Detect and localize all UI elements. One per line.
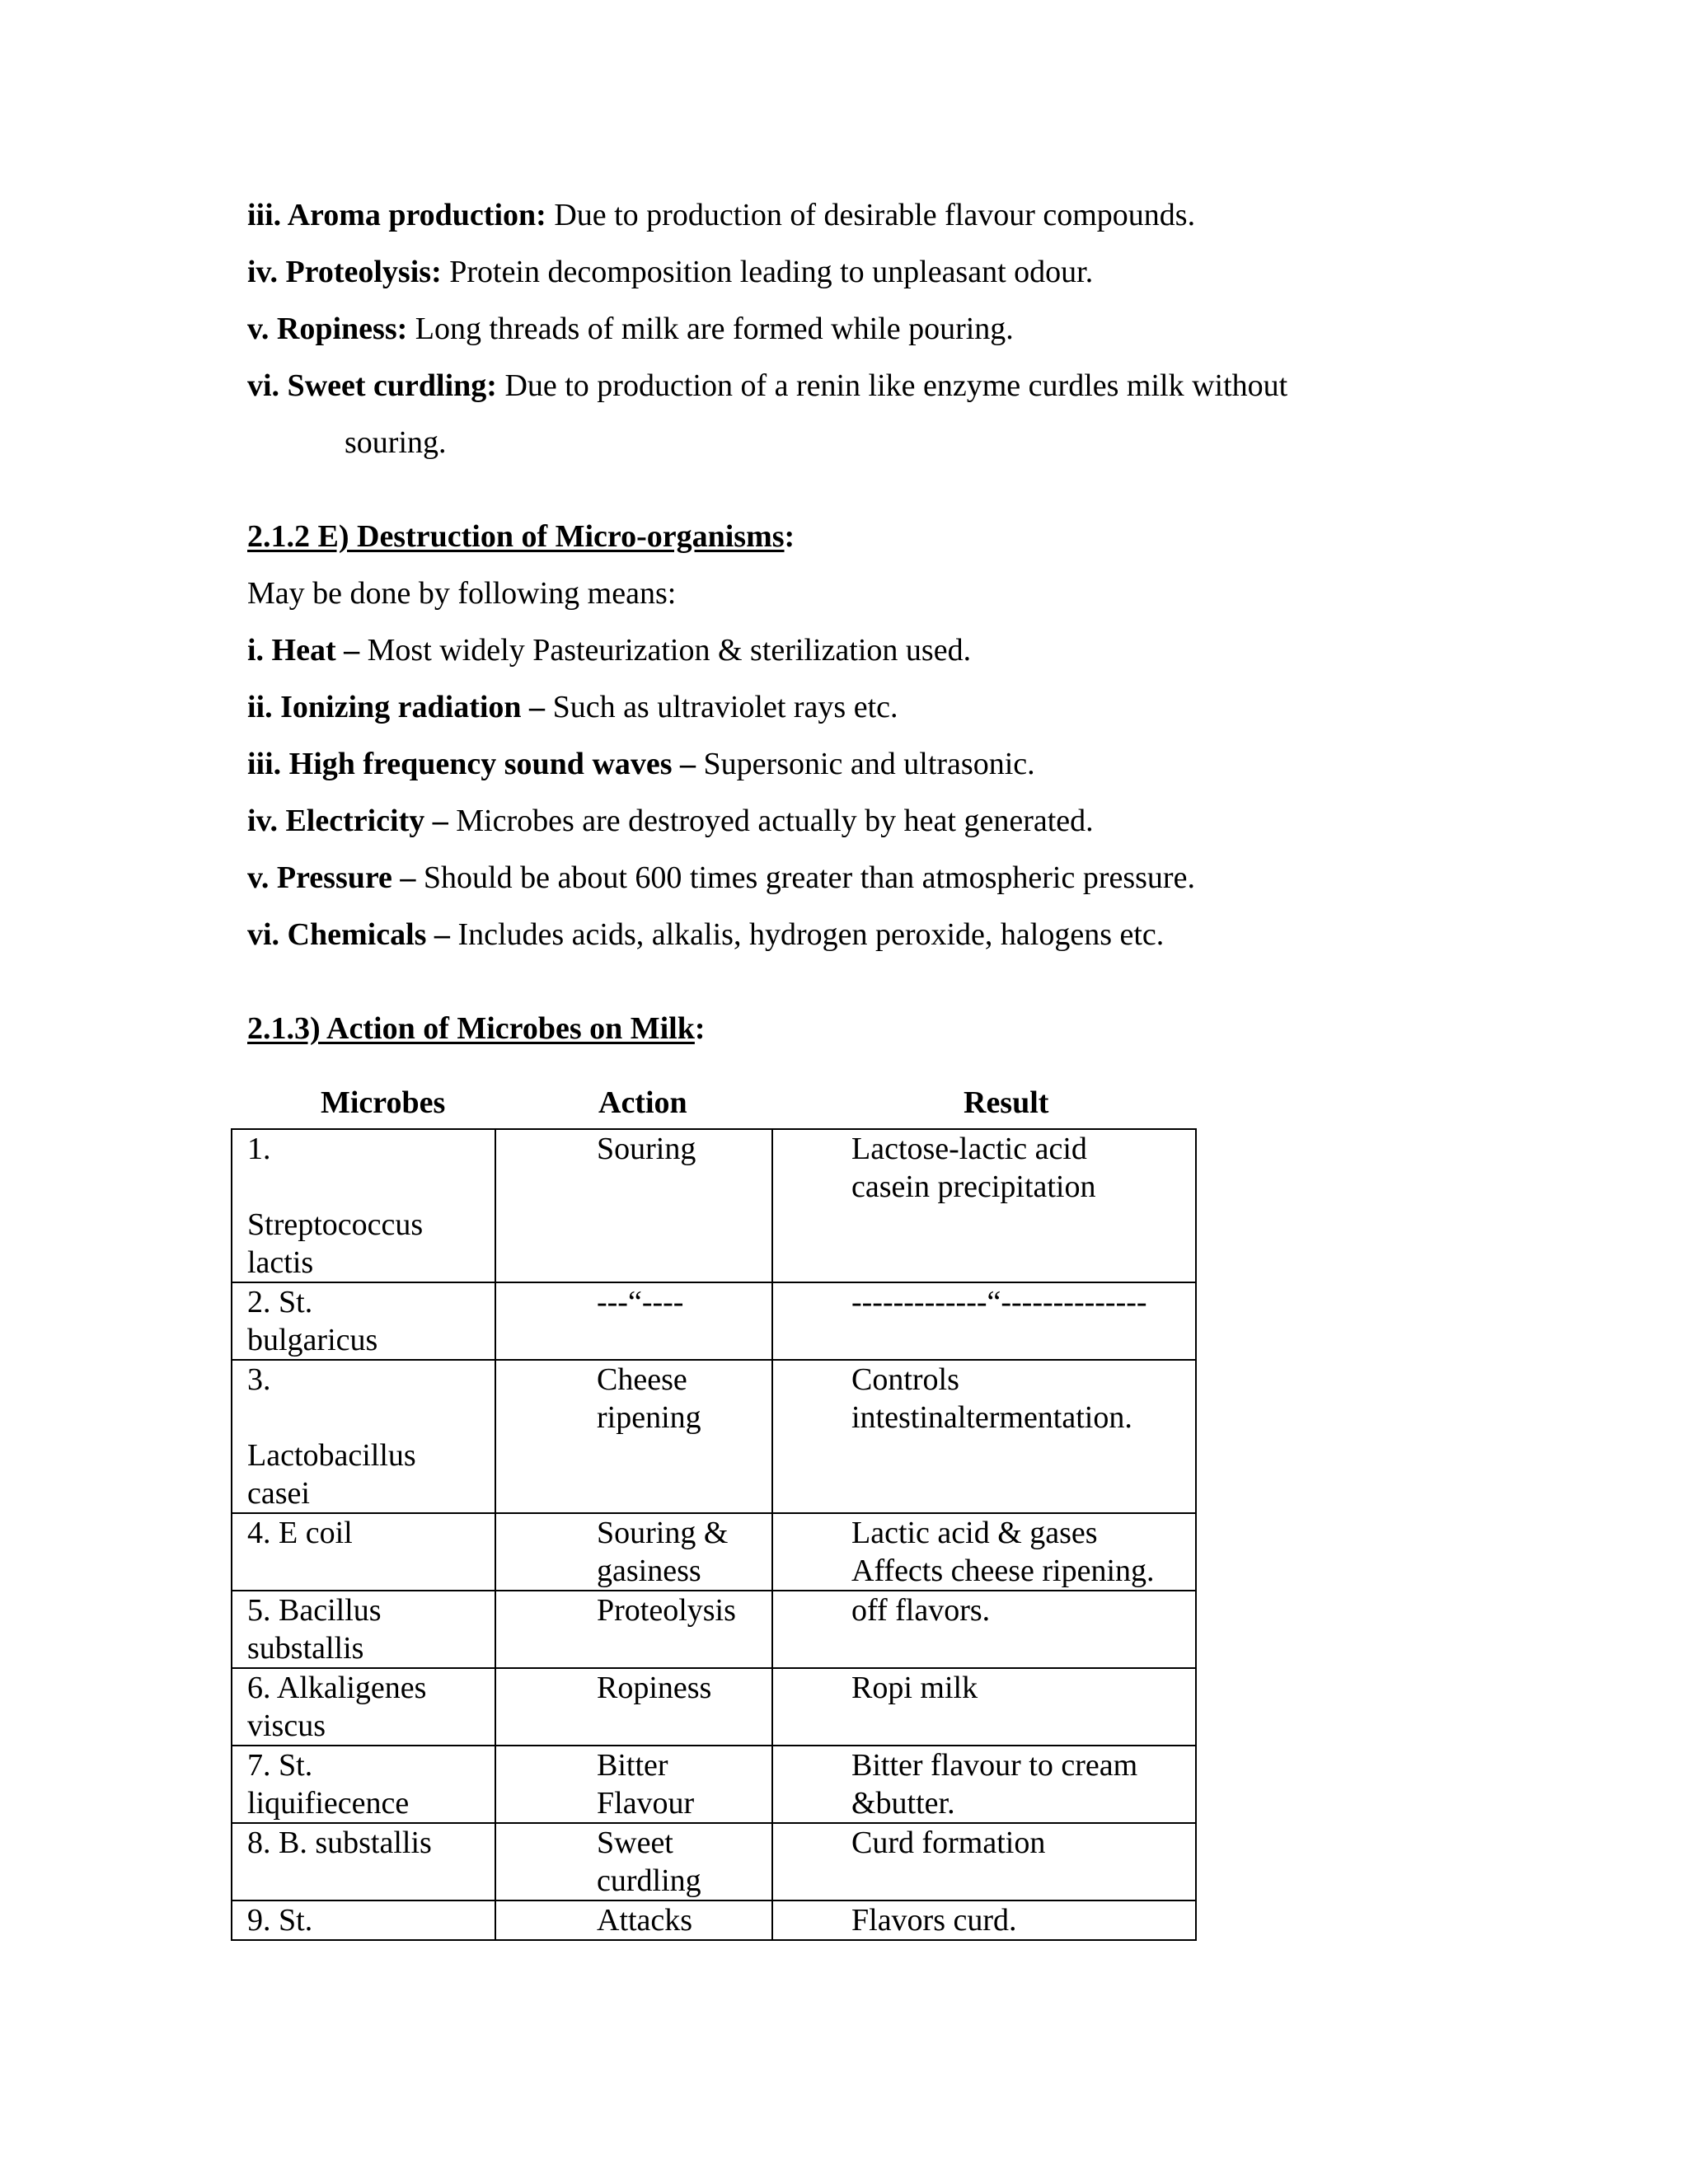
microbe-cell xyxy=(232,1746,495,1823)
cell-line xyxy=(247,1168,495,1206)
action-cell xyxy=(495,1129,772,1282)
cell-line: viscus xyxy=(247,1708,326,1743)
cell-line: 9. St. xyxy=(247,1903,313,1938)
cell-line: 2. St. xyxy=(247,1285,313,1319)
cell-line: Bitter flavour to cream xyxy=(851,1748,1138,1783)
list-item-label: v. Ropiness: xyxy=(247,312,408,346)
cell-line: Lactic acid & gases xyxy=(851,1516,1098,1550)
list-item-label: ii. Ionizing radiation – xyxy=(247,690,546,724)
table-row xyxy=(232,1129,1196,1282)
cell-line: Flavors curd. xyxy=(851,1903,1017,1938)
result-cell xyxy=(772,1591,1196,1668)
list-item-chemicals xyxy=(247,916,1164,954)
table-row xyxy=(232,1746,1196,1823)
list-item-label: v. Pressure – xyxy=(247,860,416,895)
cell-line: Attacks xyxy=(597,1903,693,1938)
table-row xyxy=(232,1513,1196,1591)
section-heading-text: 2.1.2 E) Destruction of Micro-organisms xyxy=(247,519,785,554)
list-item-label: vi. Sweet curdling: xyxy=(247,368,497,403)
list-item-label: iv. Electricity – xyxy=(247,804,448,838)
cell-line: 1. xyxy=(247,1132,271,1166)
cell-line: 3. xyxy=(247,1362,271,1397)
list-item-continuation: souring. xyxy=(345,425,447,460)
result-cell xyxy=(772,1360,1196,1513)
table-row xyxy=(232,1900,1196,1940)
cell-line: Souring xyxy=(597,1132,696,1166)
cell-line: -------------“-------------- xyxy=(851,1285,1147,1319)
cell-line: substallis xyxy=(247,1631,364,1666)
cell-line: Lactose-lactic acid xyxy=(851,1132,1087,1166)
list-item-aroma xyxy=(247,196,1195,234)
microbe-cell xyxy=(232,1360,495,1513)
cell-line: 4. E coil xyxy=(247,1516,353,1550)
section-heading-suffix: : xyxy=(784,519,795,554)
table-row xyxy=(232,1591,1196,1668)
microbe-cell xyxy=(232,1282,495,1360)
cell-line: Cheese xyxy=(597,1362,687,1397)
list-item-text: Includes acids, alkalis, hydrogen peroxide, halogens etc. xyxy=(449,917,1165,952)
result-cell xyxy=(772,1900,1196,1940)
list-item-label: iii. High frequency sound waves – xyxy=(247,747,696,781)
cell-line: 6. Alkaligenes xyxy=(247,1671,427,1705)
list-item-sweet-curdling xyxy=(247,367,1287,405)
microbe-cell xyxy=(232,1129,495,1282)
cell-line: Ropiness xyxy=(597,1671,712,1705)
cell-line: Affects cheese ripening. xyxy=(851,1554,1155,1588)
list-item-text: Long threads of milk are formed while pouring. xyxy=(407,312,1014,346)
microbes-table xyxy=(231,1128,1197,1941)
section-intro: May be done by following means: xyxy=(247,576,677,611)
action-cell xyxy=(495,1282,772,1360)
cell-line: Lactobacillus xyxy=(247,1438,416,1473)
cell-line: Ropi milk xyxy=(851,1671,978,1705)
column-header-result: Result xyxy=(964,1085,1049,1120)
list-item-text: Should be about 600 times greater than atmospheric pressure. xyxy=(415,860,1195,895)
result-cell xyxy=(772,1513,1196,1591)
cell-line: ---“---- xyxy=(597,1285,684,1319)
list-item-text: Due to production of desirable flavour compounds. xyxy=(546,198,1196,232)
result-cell xyxy=(772,1823,1196,1900)
action-cell xyxy=(495,1823,772,1900)
list-item-ionizing-radiation xyxy=(247,688,898,726)
section-heading-action xyxy=(247,1010,706,1047)
section-heading-destruction xyxy=(247,518,795,555)
list-item-proteolysis xyxy=(247,253,1093,291)
cell-line: 8. B. substallis xyxy=(247,1825,432,1860)
cell-line: Flavour xyxy=(597,1786,695,1821)
cell-line: intestinaltermentation. xyxy=(851,1400,1132,1435)
action-cell xyxy=(495,1668,772,1746)
list-item-electricity xyxy=(247,802,1094,840)
cell-line xyxy=(247,1399,495,1436)
action-cell xyxy=(495,1591,772,1668)
action-cell xyxy=(495,1513,772,1591)
cell-line: off flavors. xyxy=(851,1593,991,1628)
microbe-cell xyxy=(232,1668,495,1746)
microbe-cell xyxy=(232,1823,495,1900)
cell-line: &butter. xyxy=(851,1786,955,1821)
table-row xyxy=(232,1668,1196,1746)
result-cell xyxy=(772,1282,1196,1360)
cell-line: Souring & xyxy=(597,1516,729,1550)
list-item-heat xyxy=(247,631,971,669)
result-cell xyxy=(772,1746,1196,1823)
cell-line: casein precipitation xyxy=(851,1169,1096,1204)
section-heading-text: 2.1.3) Action of Microbes on Milk xyxy=(247,1011,695,1046)
result-cell xyxy=(772,1129,1196,1282)
list-item-label: iii. Aroma production: xyxy=(247,198,546,232)
list-item-ropiness xyxy=(247,310,1014,348)
cell-line: Bitter xyxy=(597,1748,668,1783)
cell-line: bulgaricus xyxy=(247,1323,378,1357)
list-item-text: Supersonic and ultrasonic. xyxy=(696,747,1035,781)
list-item-pressure xyxy=(247,859,1195,897)
list-item-text: Such as ultraviolet rays etc. xyxy=(545,690,898,724)
cell-line: 7. St. xyxy=(247,1748,313,1783)
cell-line: lactis xyxy=(247,1245,314,1280)
table-row xyxy=(232,1282,1196,1360)
action-cell xyxy=(495,1900,772,1940)
cell-line: ripening xyxy=(597,1400,701,1435)
list-item-label: i. Heat – xyxy=(247,633,360,668)
cell-line: 5. Bacillus xyxy=(247,1593,382,1628)
microbe-cell xyxy=(232,1513,495,1591)
cell-line: Proteolysis xyxy=(597,1593,736,1628)
list-item-sound-waves xyxy=(247,745,1035,783)
table-row xyxy=(232,1823,1196,1900)
cell-line: Sweet xyxy=(597,1825,673,1860)
cell-line: curdling xyxy=(597,1863,701,1898)
column-header-action: Action xyxy=(598,1085,687,1120)
cell-line: casei xyxy=(247,1476,310,1511)
section-heading-suffix: : xyxy=(694,1011,706,1046)
cell-line: gasiness xyxy=(597,1554,701,1588)
list-item-label: iv. Proteolysis: xyxy=(247,255,442,289)
microbe-cell xyxy=(232,1591,495,1668)
result-cell xyxy=(772,1668,1196,1746)
action-cell xyxy=(495,1746,772,1823)
table-body xyxy=(232,1129,1196,1940)
list-item-label: vi. Chemicals – xyxy=(247,917,450,952)
list-item-text: Most widely Pasteurization & sterilization used. xyxy=(359,633,972,668)
cell-line: Controls xyxy=(851,1362,959,1397)
list-item-text: Due to production of a renin like enzyme curdles milk without xyxy=(496,368,1288,403)
column-header-microbes: Microbes xyxy=(321,1085,446,1120)
table-row xyxy=(232,1360,1196,1513)
list-item-text: Protein decomposition leading to unpleasant odour. xyxy=(441,255,1094,289)
cell-line: Curd formation xyxy=(851,1825,1046,1860)
cell-line: liquifiecence xyxy=(247,1786,410,1821)
cell-line: Streptococcus xyxy=(247,1207,424,1242)
list-item-text: Microbes are destroyed actually by heat generated. xyxy=(448,804,1094,838)
microbe-cell xyxy=(232,1900,495,1940)
action-cell xyxy=(495,1360,772,1513)
